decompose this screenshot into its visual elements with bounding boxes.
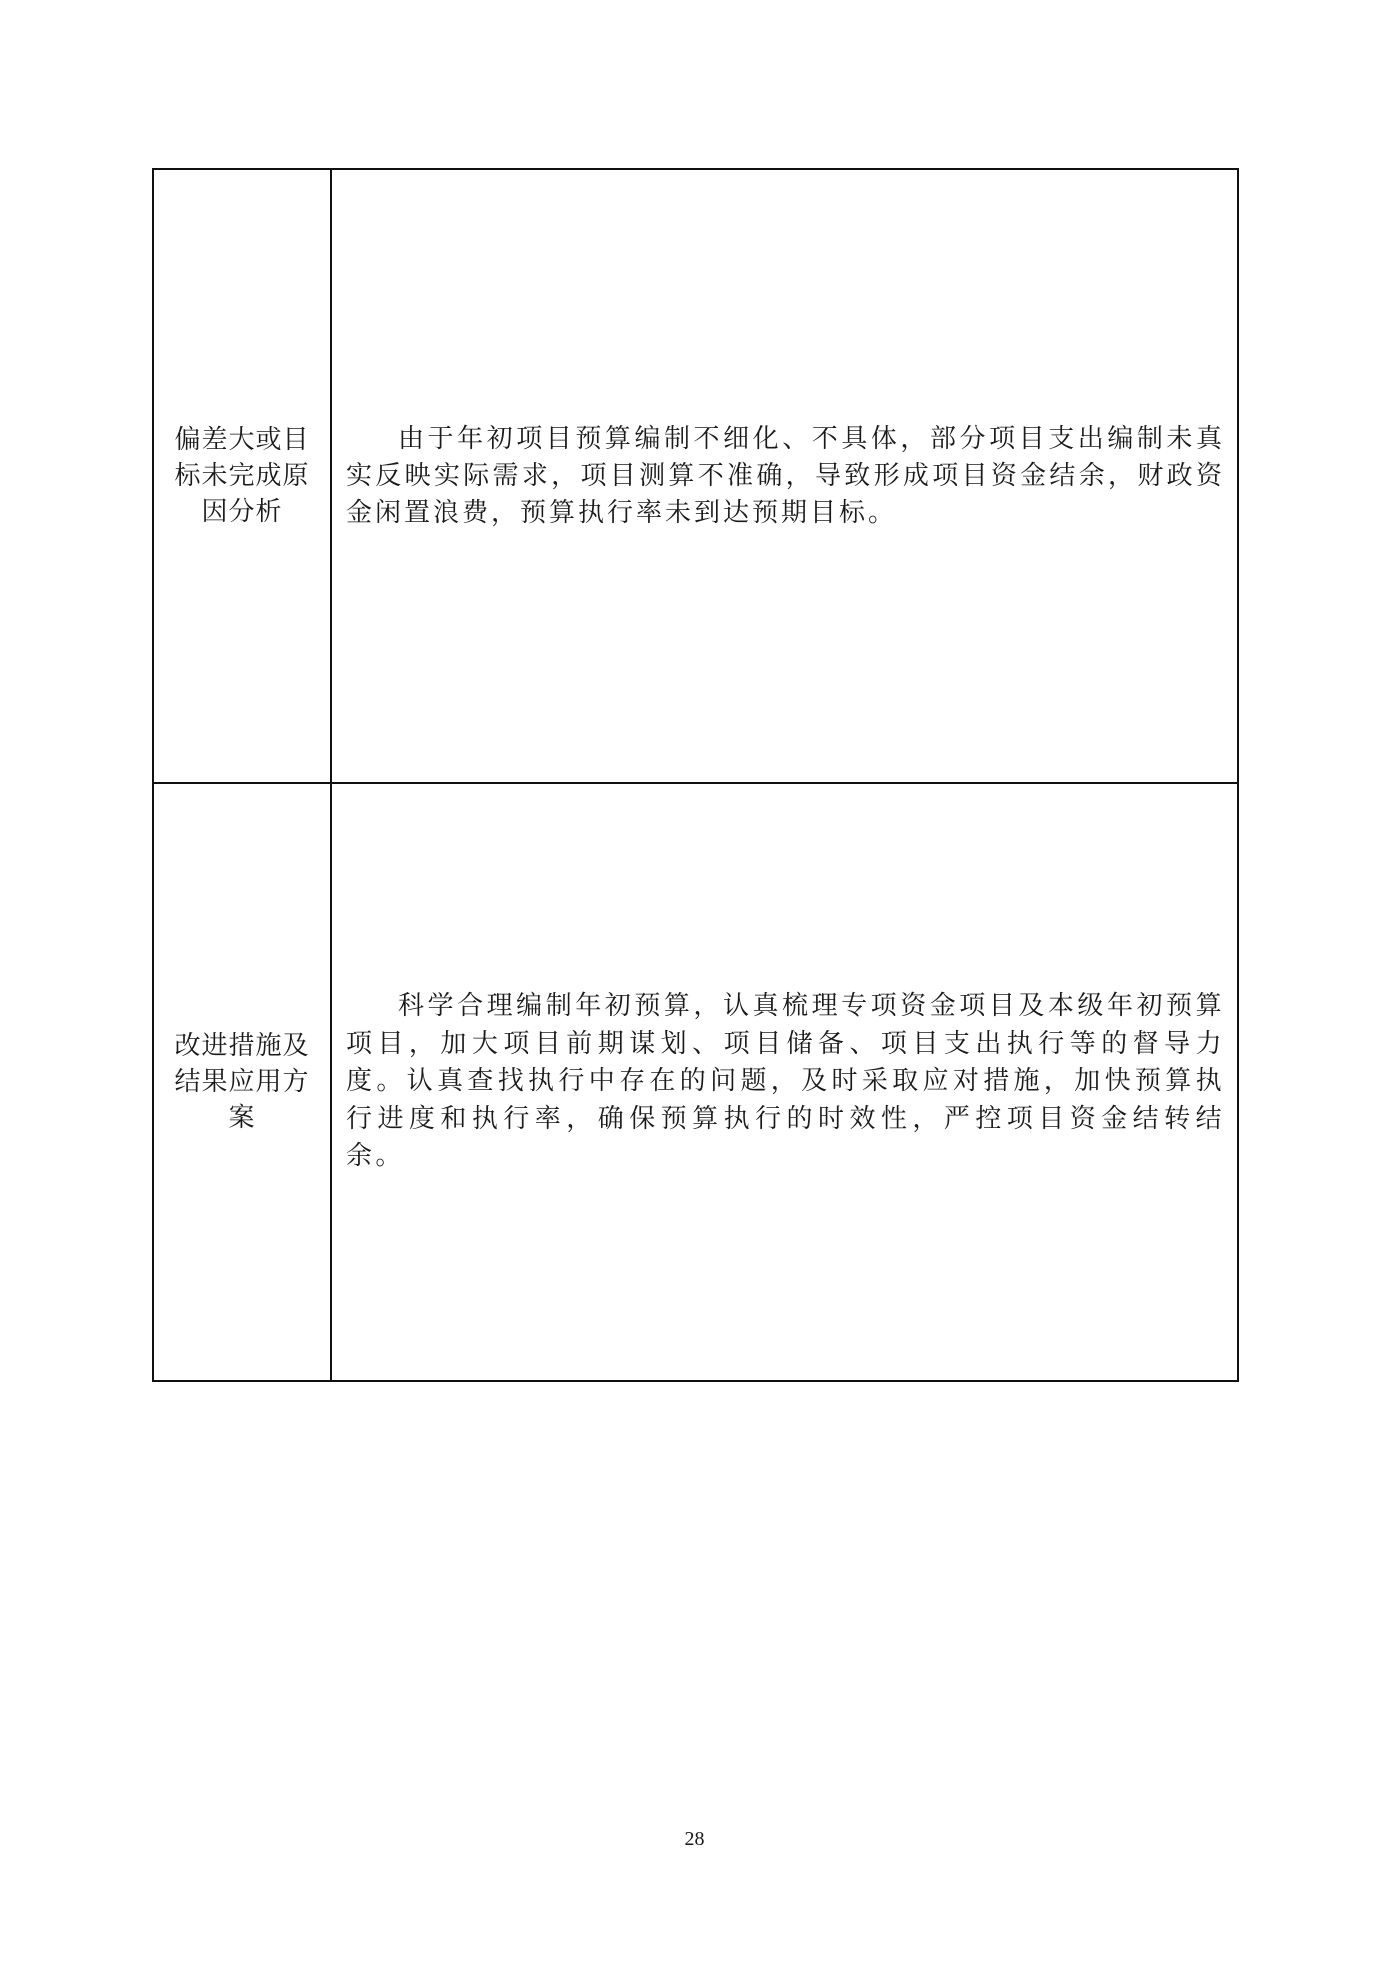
row-content-deviation-analysis: 由于年初项目预算编制不细化、不具体，部分项目支出编制未真实反映实际需求，项目测算不准确，导致形成项目资金结余，财政资金闲置浪费，预算执行率未到达预期目标。 [346,423,1225,528]
row-label-improvement-measures: 改进措施及结果应用方案 [174,1031,310,1133]
row-content-cell [332,170,1237,782]
row-content-improvement-measures: 科学合理编制年初预算，认真梳理专项资金项目及本级年初预算项目，加大项目前期谋划、项目储备、项目支出执行等的督导力度。认真查找执行中存在的问题，及时采取应对措施，加快预算执行进度和执行率，确保预算执行的时效性，严控项目资金结转结余。 [346,991,1225,1172]
row-content-cell [332,784,1237,1380]
row-label-cell [154,784,332,1380]
table-row [154,784,1237,1380]
page-number: 28 [684,1828,705,1850]
analysis-table [152,168,1239,1382]
table-row [154,170,1237,784]
row-label-deviation-analysis: 偏差大或目标未完成原因分析 [174,425,310,527]
row-label-cell [154,170,332,782]
